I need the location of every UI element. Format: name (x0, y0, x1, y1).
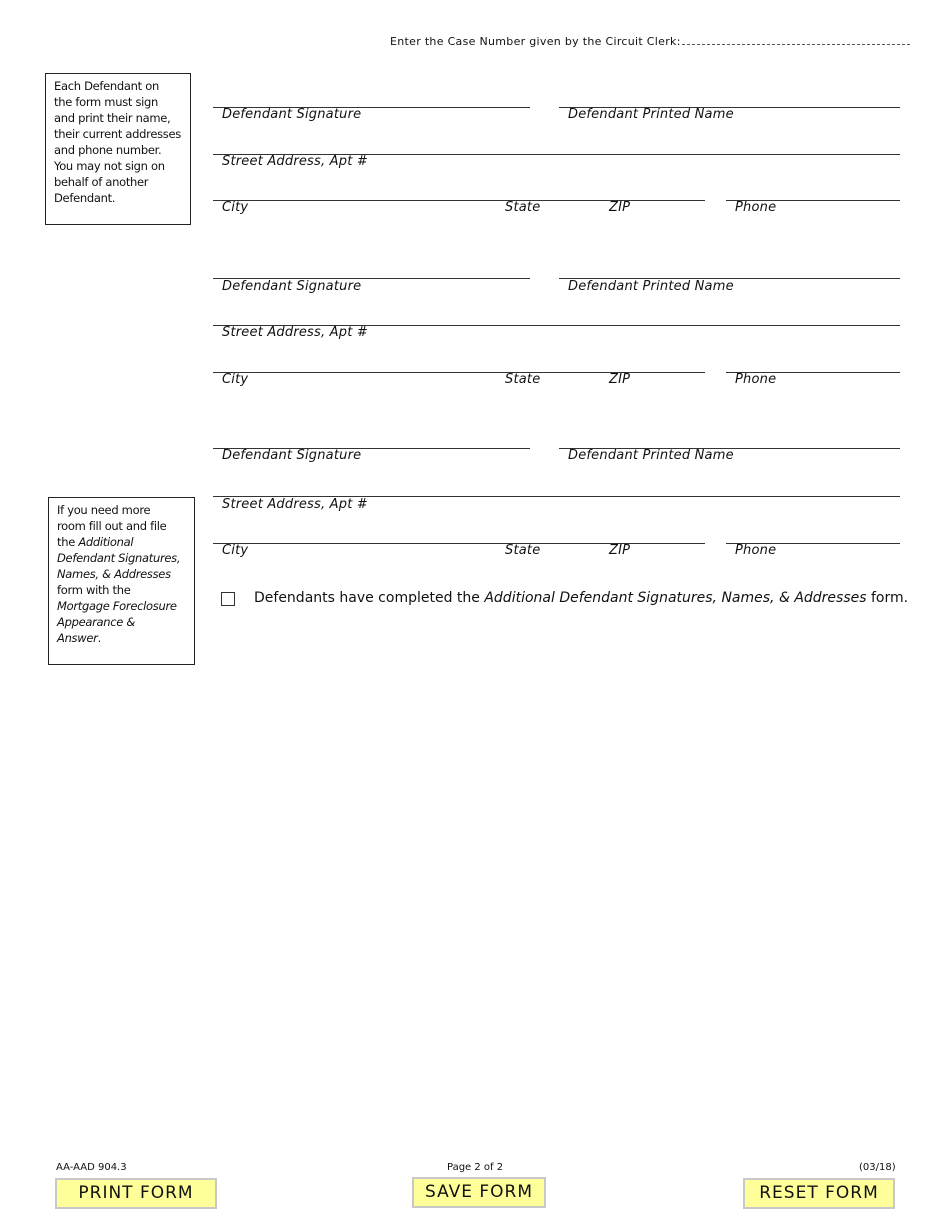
printed-name-label: Defendant Printed Name (568, 107, 734, 122)
city-label: City (222, 200, 249, 215)
zip-label: ZIP (609, 200, 631, 215)
additional-form-checkbox-label (254, 590, 908, 606)
case-number-prompt: Enter the Case Number given by the Circuit Clerk: (390, 35, 681, 48)
city-label: City (222, 543, 249, 558)
note-line (57, 534, 186, 550)
note-line (57, 550, 186, 566)
street-label: Street Address, Apt # (222, 497, 368, 512)
note-italic-text: Names, & Addresses (57, 567, 171, 581)
checkbox-italic-text: Additional Defendant Signatures, Names, & Addresses (484, 590, 867, 606)
page-number: Page 2 of 2 (447, 1162, 504, 1173)
street-label: Street Address, Apt # (222, 154, 368, 169)
checkbox-text: Defendants have completed the (254, 590, 485, 606)
instruction-line: and print their name, (54, 111, 171, 125)
instruction-line: You may not sign on (54, 159, 165, 173)
signature-label: Defendant Signature (222, 279, 362, 294)
instruction-line: behalf of another (54, 175, 149, 189)
signature-label: Defendant Signature (222, 107, 362, 122)
note-line: room fill out and file (57, 519, 167, 533)
checkbox-text: form. (866, 590, 909, 606)
phone-label: Phone (735, 372, 777, 387)
city-state-zip-line-3[interactable] (213, 543, 705, 544)
note-line: form with the (57, 583, 131, 597)
note-italic-text: Defendant Signatures, (57, 551, 181, 565)
state-label: State (505, 543, 541, 558)
case-number-line (390, 33, 910, 48)
instruction-line: the form must sign (54, 95, 159, 109)
instruction-line: and phone number. (54, 143, 162, 157)
state-label: State (505, 200, 541, 215)
case-number-field[interactable] (682, 33, 910, 45)
instruction-line: Defendant. (54, 191, 116, 205)
zip-label: ZIP (609, 543, 631, 558)
note-italic-text: Answer (57, 631, 98, 645)
phone-label: Phone (735, 200, 777, 215)
note-line (57, 614, 186, 630)
note-text: . (97, 631, 101, 645)
printed-name-label: Defendant Printed Name (568, 279, 734, 294)
city-state-zip-line-1[interactable] (213, 200, 705, 201)
note-line (57, 566, 186, 582)
phone-label: Phone (735, 543, 777, 558)
note-line (57, 598, 186, 614)
note-text: the (57, 535, 79, 549)
signing-instructions-box (45, 73, 191, 225)
zip-label: ZIP (609, 372, 631, 387)
form-code: AA-AAD 904.3 (56, 1162, 127, 1173)
save-form-button[interactable]: SAVE FORM (412, 1177, 546, 1208)
revision-date: (03/18) (859, 1162, 896, 1173)
instruction-line: their current addresses (54, 127, 181, 141)
print-form-button[interactable]: PRINT FORM (55, 1178, 217, 1209)
city-label: City (222, 372, 249, 387)
reset-form-button[interactable]: RESET FORM (743, 1178, 895, 1209)
note-italic-text: Additional (78, 535, 134, 549)
street-label: Street Address, Apt # (222, 325, 368, 340)
note-italic-text: Mortgage Foreclosure (57, 599, 177, 613)
state-label: State (505, 372, 541, 387)
instruction-line: Each Defendant on (54, 79, 159, 93)
additional-form-instructions-box (48, 497, 195, 665)
signature-label: Defendant Signature (222, 448, 362, 463)
note-italic-text: Appearance & (57, 615, 136, 629)
additional-form-checkbox[interactable] (221, 592, 235, 606)
printed-name-label: Defendant Printed Name (568, 448, 734, 463)
city-state-zip-line-2[interactable] (213, 372, 705, 373)
note-line (57, 630, 186, 646)
note-line: If you need more (57, 503, 151, 517)
